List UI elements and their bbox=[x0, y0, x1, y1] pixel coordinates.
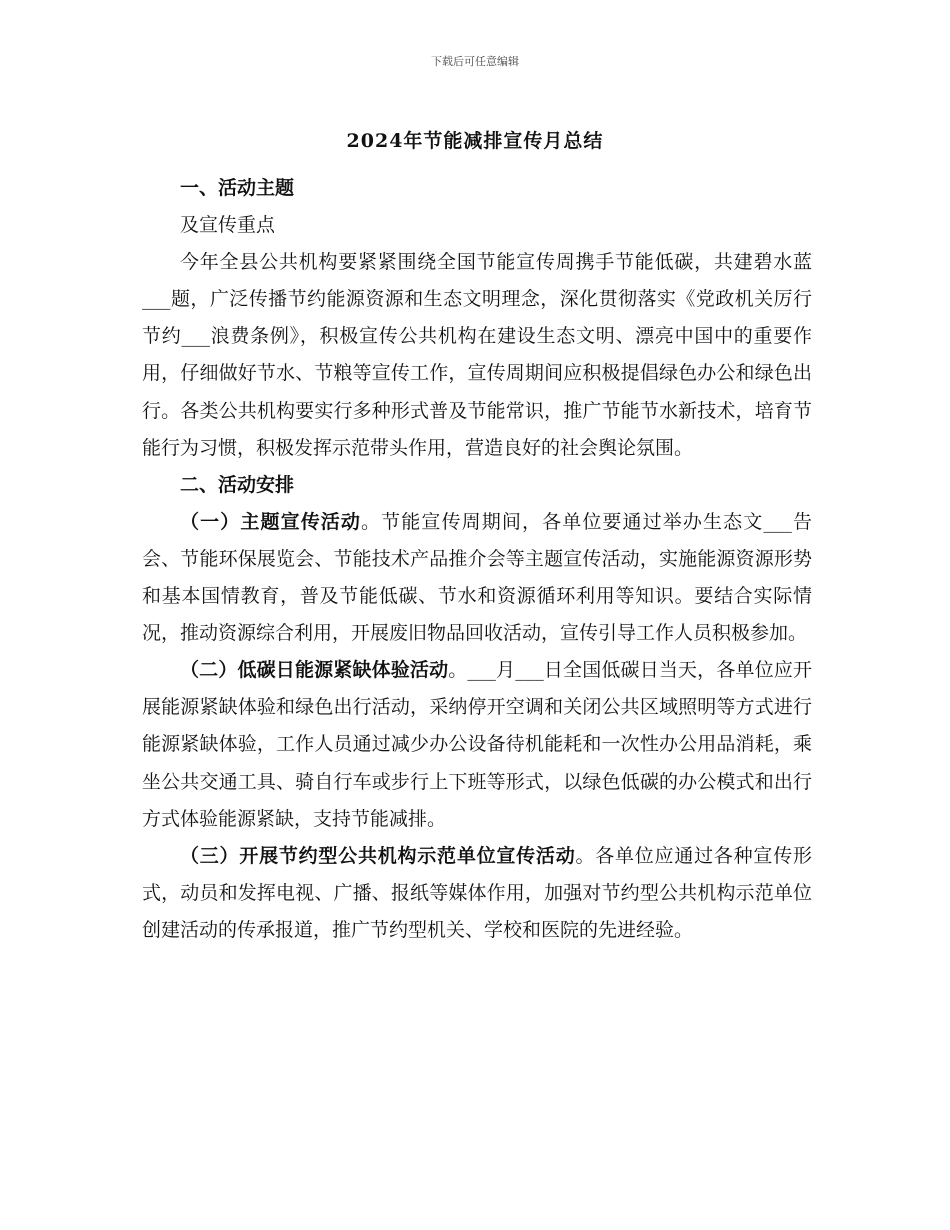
item-2-text: 。___月___日全国低碳日当天，各单位应开展能源紧缺体验和绿色出行活动，采纳停开空调和关闭公共区域照明等方式进行能源紧缺体验，工作人员通过减少办公设备待机能耗和一次性办公用品消耗，乘坐公共交通工具、骑自行车或步行上下班等形式，以绿色低碳的办公模式和出行方式体验能源紧缺，支持节能减排。 bbox=[142, 659, 812, 830]
document-title: 2024年节能减排宣传月总结 bbox=[346, 130, 604, 152]
section-1-subheading: 及宣传重点 bbox=[180, 214, 276, 237]
document-body bbox=[142, 170, 812, 949]
item-3-lead: （三）开展节约型公共机构示范单位宣传活动 bbox=[180, 844, 576, 867]
item-3-paragraph bbox=[142, 838, 812, 949]
item-3-text: 。各单位应通过各种宣传形式，动员和发挥电视、广播、报纸等媒体作用，加强对节约型公共机构示范单位创建活动的传承报道，推广节约型机关、学校和医院的先进经验。 bbox=[142, 844, 812, 941]
section-2-heading: 二、活动安排 bbox=[180, 473, 295, 496]
item-1-paragraph bbox=[142, 504, 812, 652]
item-1-lead: （一）主题宣传活动 bbox=[180, 510, 362, 533]
item-2-paragraph bbox=[142, 652, 812, 837]
header-note: 下载后可任意编辑 bbox=[431, 55, 519, 68]
section-1-paragraph: 今年全县公共机构要紧紧围绕全国节能宣传周携手节能低碳，共建碧水蓝___题，广泛传播节约能源资源和生态文明理念，深化贯彻落实《党政机关厉行节约___浪费条例》，积极宣传公共机构在建设生态文明、漂亮中国中的重要作用，仔细做好节水、节粮等宣传工作，宣传周期间应积极提倡绿色办公和绿色出行。各类公共机构要实行多种形式普及节能常识，推广节能节水新技术，培育节能行为习惯，积极发挥示范带头作用，营造良好的社会舆论氛围。 bbox=[142, 251, 812, 459]
section-1-heading: 一、活动主题 bbox=[180, 177, 295, 199]
item-2-lead: （二）低碳日能源紧缺体验活动 bbox=[180, 659, 449, 682]
item-1-text: 。节能宣传周期间，各单位要通过举办生态文___告会、节能环保展览会、节能技术产品推介会等主题宣传活动，实施能源资源形势和基本国情教育，普及节能低碳、节水和资源循环利用等知识。要结合实际情况，推动资源综合利用，开展废旧物品回收活动，宣传引导工作人员积极参加。 bbox=[142, 510, 812, 645]
